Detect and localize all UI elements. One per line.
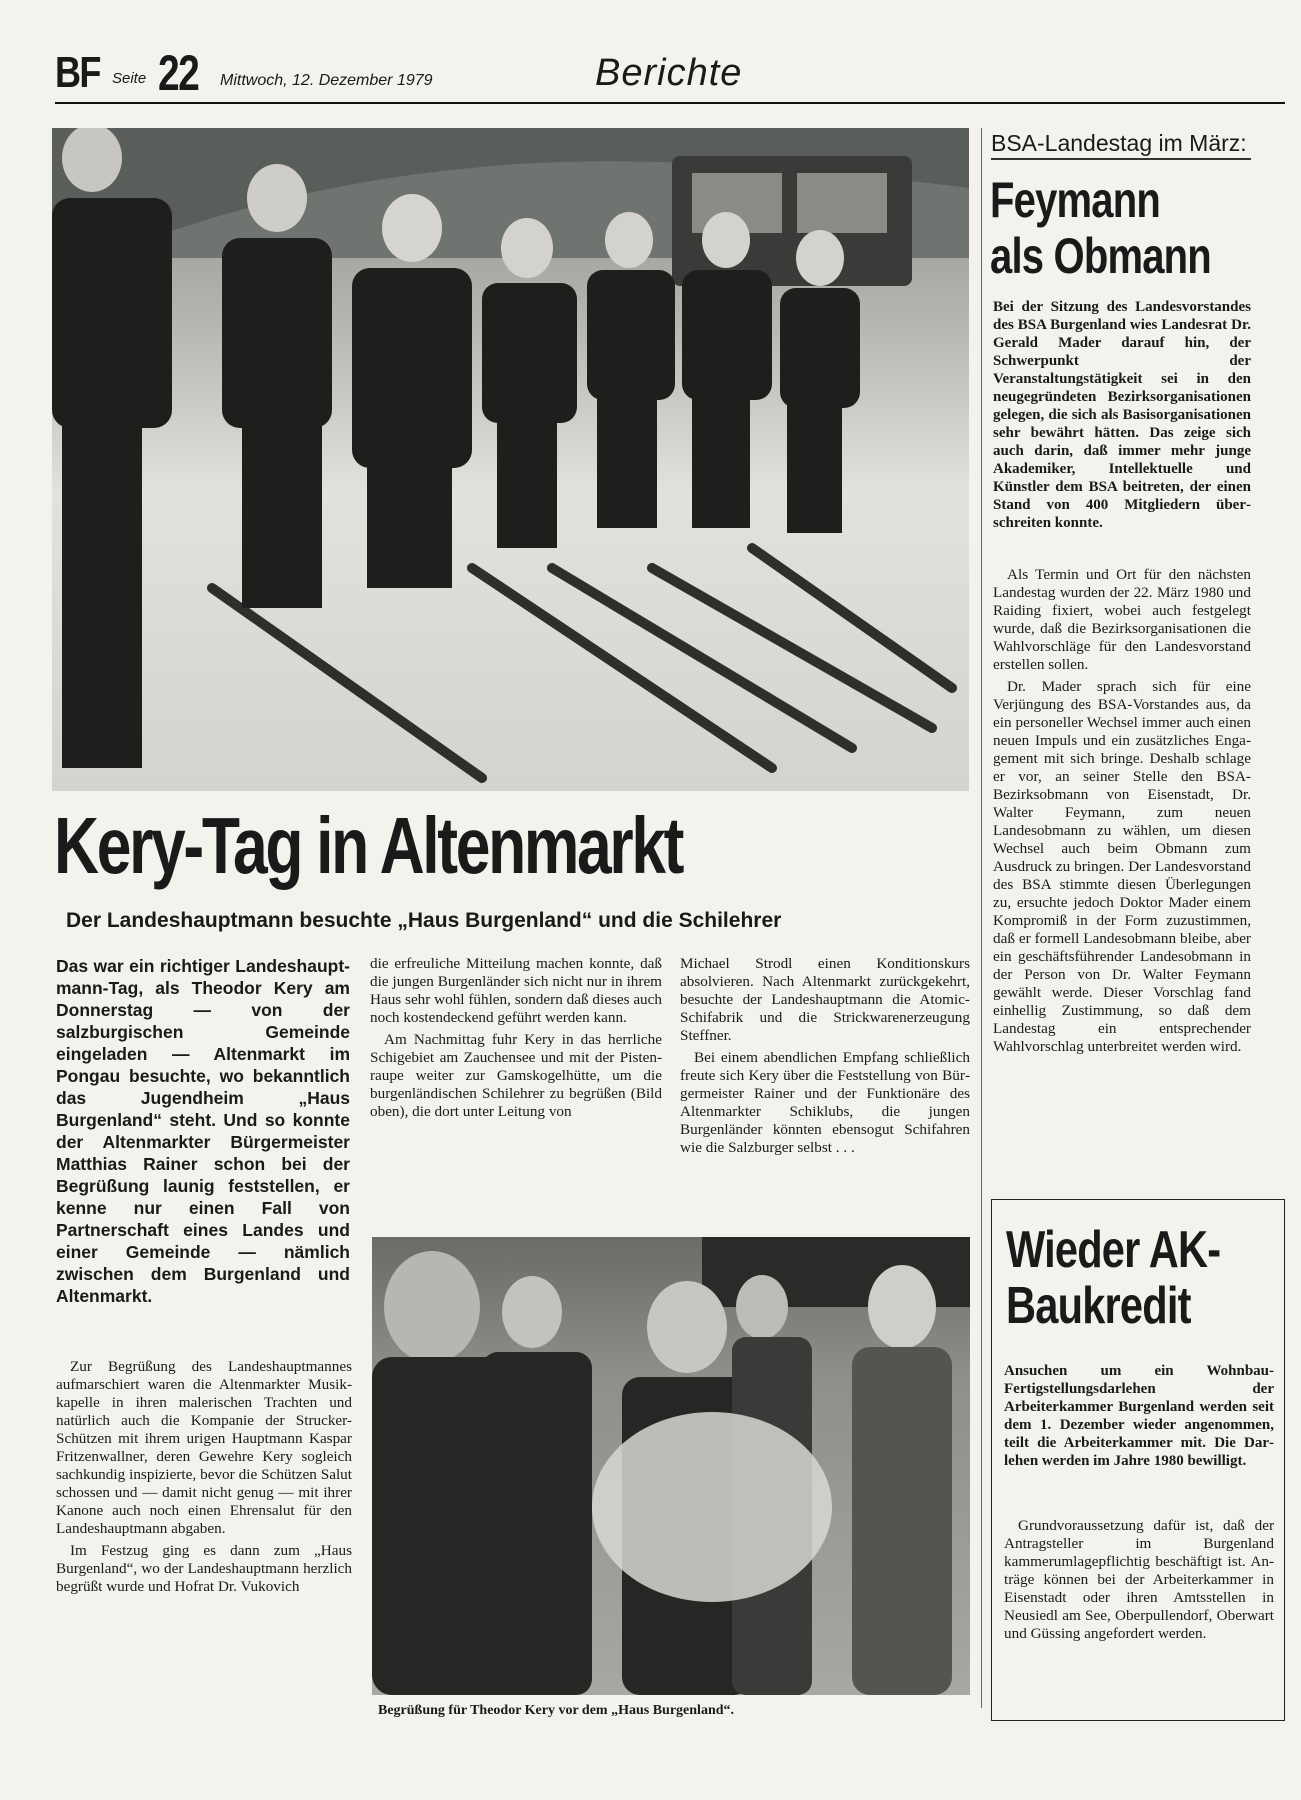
box-headline <box>1006 1222 1220 1334</box>
paragraph: Im Festzug ging es dann zum „Haus Burgenland“, wo der Landeshauptmann herzlich begrüßt wurde und Hofrat Dr. Vukovich <box>56 1542 352 1595</box>
paragraph: die erfreuliche Mitteilung machen konnte, daß die jungen Burgenländer sich nicht nur in ihrem Haus sehr wohl fühlen, sondern daß dieses auch noch kostendeckend geführt werden kann. <box>370 955 662 1026</box>
page-number: 22 <box>158 45 199 101</box>
side-body <box>993 566 1251 1060</box>
page-label: Seite <box>112 70 147 87</box>
box-headline-line: Wieder AK- <box>1006 1221 1221 1279</box>
issue-date: Mittwoch, 12. Dezember 1979 <box>220 72 433 89</box>
main-subheadline: Der Landeshauptmann besuchte „Haus Burgenland“ und die Schilehrer <box>66 909 782 932</box>
box-headline-line: Baukredit <box>1006 1277 1191 1335</box>
main-lead: Das war ein richtiger Landeshauptmann-Tag, als Theodor Kery am Donnerstag — von der salzburgischen Gemeinde eingeladen — Altenmarkt im Pongau besuchte, wo bekanntlich das Jugendheim „Haus Burgenland“ steht. Und so konnte der Altenmarkter Bürgermeister Matthias Rainer schon bei der Begrüßung launig feststellen, er kenne nur einen Fall von Partnerschaft eines Landes und einer Gemeinde — nämlich zwischen dem Burgenland und Altenmarkt. <box>56 956 350 1306</box>
masthead-logo: BF <box>55 48 100 97</box>
box-body <box>1004 1517 1274 1643</box>
paragraph: Bei einem abendlichen Empfang schließlich freute sich Kery über die Feststellung von Bürgermeister Rainer und der Funktionäre des Altenmarkter Schiklubs, die jungen Burgenländer könnten ebensogut Schifahren wie die Salzburger selbst . . . <box>680 1049 970 1156</box>
paragraph: Zur Begrüßung des Landeshauptmannes aufmarschiert waren die Altenmarkter Musikkapelle in ihren malerischen Trachten und natürlich auch die Kompanie der Strucker-Schützen mit ihrem urigen Hauptmann Kaspar Fritzenwallner, deren Gewehre Kery sogleich sachkundig inspizierte, bevor die Schützen Salut schossen und — damit nicht genug — mit ihrer Kanone auch noch einen Ehrensalut für den Landeshauptmann abgaben. <box>56 1358 352 1537</box>
kicker-rule <box>991 158 1251 160</box>
paragraph: Grundvoraussetzung dafür ist, daß der Antragsteller im Burgenland kammerumlagepflichtig beschäftigt ist. Anträge können bei der Arbeiterkammer in Eisenstadt oder ihren Amtsstellen in Neusiedl am See, Oberpullendorf, Oberwart und Güssing angefordert werden. <box>1004 1517 1274 1642</box>
side-headline-line: als Obmann <box>990 228 1211 284</box>
main-column-1 <box>56 1358 352 1600</box>
paragraph: Am Nachmittag fuhr Kery in das herrliche Schigebiet am Zauchensee und mit der Pistenraupe weiter zur Gamskogelhütte, um die burgenländischen Schilehrer zu begrüßen (Bild oben), die dort unter Leitung von <box>370 1031 662 1120</box>
side-headline <box>990 172 1211 284</box>
main-headline: Kery-Tag in Altenmarkt <box>54 801 683 890</box>
main-column-2 <box>370 955 662 1125</box>
greeting-photo <box>372 1237 970 1695</box>
side-kicker: BSA-Landestag im März: <box>991 130 1247 156</box>
side-headline-line: Feymann <box>990 172 1161 228</box>
paragraph: Michael Strodl einen Konditionskurs absolvieren. Nach Altenmarkt zurückgekehrt, besuchte der Landeshauptmann die Atomic-Schifabrik und die Strickwarenerzeugung Steffner. <box>680 955 970 1044</box>
box-lead: Ansuchen um ein Wohnbau-Fertigstellungsdarlehen der Arbeiterkammer Burgenland werden seit dem 1. Dezember wieder angenommen, teilt die Arbeiterkammer mit. Die Darlehen werden im Jahre 1980 bewilligt. <box>1004 1363 1274 1469</box>
column-divider <box>981 128 982 1708</box>
paragraph: Als Termin und Ort für den nächsten Landestag wurden der 22. März 1980 und Raiding fixiert, wobei auch festgelegt wurde, daß die Bezirksorganisationen die Wahlvorschläge für den Landesvorstand erstellen sollen. <box>993 566 1251 673</box>
masthead-rule <box>55 102 1285 104</box>
photo-caption: Begrüßung für Theodor Kery vor dem „Haus Burgenland“. <box>378 1703 735 1718</box>
section-title: Berichte <box>595 52 743 94</box>
ski-instructors-photo <box>52 128 969 791</box>
main-column-3 <box>680 955 970 1161</box>
side-lead: Bei der Sitzung des Landesvorstandes des BSA Burgenland wies Landesrat Dr. Gerald Mader darauf hin, der Schwerpunkt der Veranstaltungstätigkeit sei in den neugegründeten Bezirksorganisationen gelegen, die sich als Basisorganisationen sehr bewährt hätten. Das zeige sich auch darin, daß immer mehr junge Akademiker, Intellektuelle und Künstler dem BSA beitreten, der einen Stand von 400 Mitgliedern überschreiten konnte. <box>993 299 1251 531</box>
paragraph: Dr. Mader sprach sich für eine Verjüngung des BSA-Vorstandes aus, da ein personeller Wechsel immer auch einen neuen Impuls und ein zusätzliches Engagement mit sich bringe. Deshalb schlage er vor, an seiner Stelle den BSA-Bezirksobmann von Eisenstadt, Dr. Walter Feymann, zum neuen Landesobmann zu wählen, um diesen Wechsel auch beim Obmann zum Ausdruck zu bringen. Der Landesvorstand des BSA stimmte diesen Überlegungen zu, ersuchte jedoch Doktor Mader einem Kompromiß in der Form zuzustimmen, daß er formell Landesobmann bleibe, aber ein geschäftsführender Landesobmann in der Person von Dr. Walter Feymann gewählt werde. Dieser Vorschlag fand einhellig Zustimmung, so daß dem Landestag ein entsprechender Wahlvorschlag unterbreitet werden wird. <box>993 678 1251 1055</box>
